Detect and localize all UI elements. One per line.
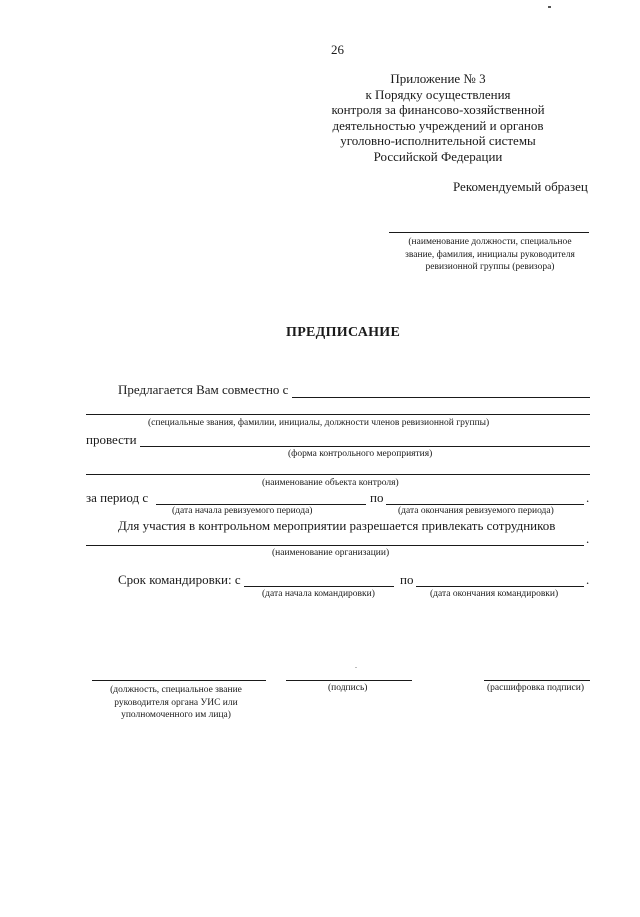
trip-end-caption: (дата окончания командировки) xyxy=(430,589,559,599)
signature-caption: (подпись) xyxy=(328,683,368,693)
fill-line-trip-end xyxy=(416,586,584,587)
document-title: ПРЕДПИСАНИЕ xyxy=(286,325,401,340)
scan-speck xyxy=(548,6,551,8)
fill-line-organization xyxy=(86,545,584,546)
appendix-line: к Порядку осуществления xyxy=(365,86,511,102)
involve-text: Для участия в контрольном мероприятии разрешается привлекать сотрудников xyxy=(118,518,556,533)
period-label: за период с xyxy=(86,490,149,505)
fill-line-object xyxy=(86,474,590,475)
fill-line-period-end xyxy=(386,504,584,505)
addressee-caption-line: ревизионной группы (ревизора) xyxy=(425,262,555,272)
signature-transcript-caption: (расшифровка подписи) xyxy=(487,683,584,693)
trip-start-caption: (дата начала командировки) xyxy=(262,589,375,599)
trip-label: Срок командировки: с xyxy=(118,572,241,587)
fill-line-colleagues xyxy=(292,397,590,398)
signer-position-caption-line: уполномоченного им лица) xyxy=(121,710,231,720)
sample-label: Рекомендуемый образец xyxy=(453,179,588,194)
period-end-caption: (дата окончания ревизуемого периода) xyxy=(398,506,554,516)
signer-position-caption xyxy=(86,684,266,722)
period-to: по xyxy=(370,490,384,505)
trip-to: по xyxy=(400,572,414,587)
appendix-line: Приложение № 3 xyxy=(390,71,486,86)
members-caption: (специальные звания, фамилии, инициалы, должности членов ревизионной группы) xyxy=(148,418,490,428)
fill-line-members xyxy=(86,414,590,415)
appendix-header xyxy=(318,71,558,164)
period-start-caption: (дата начала ревизуемого периода) xyxy=(172,506,313,516)
proposal-text: Предлагается Вам совместно с xyxy=(118,382,289,397)
appendix-line: Российской Федерации xyxy=(373,148,503,164)
addressee-caption-line: звание, фамилия, инициалы руководителя xyxy=(405,249,575,260)
form-caption: (форма контрольного мероприятия) xyxy=(288,449,433,459)
signer-position-caption-line: (должность, специальное звание xyxy=(110,685,242,695)
page-number: 26 xyxy=(331,42,344,57)
involve-punct: . xyxy=(586,531,590,546)
object-caption: (наименование объекта контроля) xyxy=(262,478,399,488)
addressee-caption-line: (наименование должности, специальное xyxy=(408,237,572,247)
appendix-line: контроля за финансово-хозяйственной xyxy=(331,102,545,117)
fill-line-signature xyxy=(286,680,412,681)
period-end-punct: . xyxy=(586,490,590,505)
fill-line-trip-start xyxy=(244,586,394,587)
fill-line-form xyxy=(140,446,590,447)
addressee-line xyxy=(389,232,589,233)
appendix-line: уголовно-исполнительной системы xyxy=(340,133,536,148)
conduct-label: провести xyxy=(86,432,137,447)
addressee-caption xyxy=(382,236,598,274)
signer-position-caption-line: руководителя органа УИС или xyxy=(114,697,238,708)
fill-line-signature-transcript xyxy=(484,680,590,681)
fill-line-period-start xyxy=(156,504,366,505)
scan-speck xyxy=(355,667,357,668)
fill-line-signer-position xyxy=(92,680,266,681)
organization-caption: (наименование организации) xyxy=(272,548,390,558)
appendix-line: деятельностью учреждений и органов xyxy=(332,117,544,133)
trip-punct: . xyxy=(586,572,590,587)
